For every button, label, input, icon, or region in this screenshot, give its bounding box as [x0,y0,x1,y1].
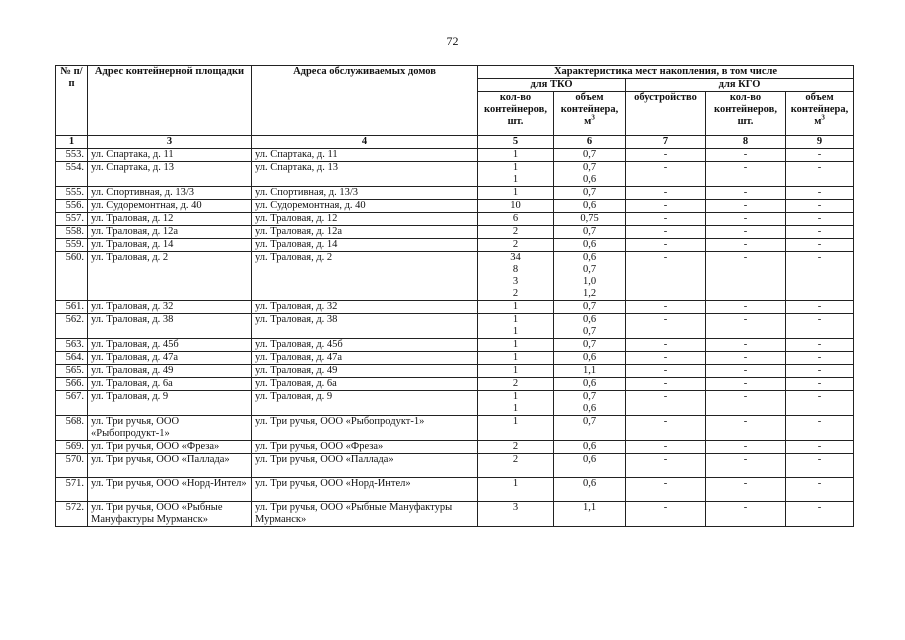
kgo-container-volume: - [786,416,854,441]
tko-container-count [478,314,554,339]
kgo-container-count: - [706,301,786,314]
volume-value: 0,7 [582,149,597,160]
site-address: ул. Траловая, д. 14 [88,239,252,252]
kgo-equipment: - [626,314,706,339]
tko-container-volume [554,252,626,301]
kgo-container-count: - [706,226,786,239]
tko-container-volume [554,416,626,441]
served-houses: ул. Судоремонтная, д. 40 [252,200,478,213]
volume-value: 0,6 [582,239,597,250]
table-row [56,502,854,527]
kgo-container-volume: - [786,239,854,252]
row-number: 560. [56,252,88,301]
col-number: 6 [554,136,626,149]
served-houses: ул. Траловая, д. 6а [252,378,478,391]
count-value: 1 [512,149,519,160]
volume-value: 0,7 [582,339,597,350]
tko-container-count [478,441,554,454]
col-number: 5 [478,136,554,149]
site-address: ул. Спартака, д. 11 [88,149,252,162]
site-address: ул. Траловая, д. 12а [88,226,252,239]
kgo-container-count: - [706,314,786,339]
col-number: 3 [88,136,252,149]
kgo-container-count: - [706,149,786,162]
tko-container-count [478,365,554,378]
table-row [56,339,854,352]
tko-container-volume [554,478,626,502]
tko-container-count [478,378,554,391]
table-row [56,454,854,478]
kgo-container-volume: - [786,252,854,301]
row-number: 556. [56,200,88,213]
kgo-equipment: - [626,502,706,527]
kgo-container-volume: - [786,213,854,226]
row-number: 557. [56,213,88,226]
col-number: 1 [56,136,88,149]
tko-container-volume [554,314,626,339]
served-houses: ул. Траловая, д. 2 [252,252,478,301]
row-number: 563. [56,339,88,352]
table-row [56,441,854,454]
served-houses: ул. Траловая, д. 47а [252,352,478,365]
site-address: ул. Три ручья, ООО «Фреза» [88,441,252,454]
tko-container-volume [554,213,626,226]
row-number: 554. [56,162,88,187]
count-value: 1 [512,326,519,337]
volume-value: 0,6 [582,378,597,389]
served-houses: ул. Три ручья, ООО «Норд-Интел» [252,478,478,502]
site-address: ул. Траловая, д. 45б [88,339,252,352]
tko-container-count [478,391,554,416]
tko-container-count [478,478,554,502]
served-houses: ул. Три ручья, ООО «Рыбопродукт-1» [252,416,478,441]
served-houses: ул. Три ручья, ООО «Паллада» [252,454,478,478]
count-value: 1 [512,162,519,173]
kgo-equipment: - [626,162,706,187]
kgo-equipment: - [626,441,706,454]
kgo-equipment: - [626,213,706,226]
tko-container-volume [554,365,626,378]
kgo-container-count: - [706,252,786,301]
col-number: 8 [706,136,786,149]
count-value: 2 [512,226,519,237]
count-value: 1 [512,301,519,312]
table-row [56,314,854,339]
tko-container-count [478,149,554,162]
count-value: 1 [512,339,519,350]
table-row [56,226,854,239]
tko-container-count [478,239,554,252]
tko-container-volume [554,454,626,478]
volume-value: 1,2 [582,288,597,299]
count-value: 3 [512,276,519,287]
table-row [56,239,854,252]
served-houses: ул. Траловая, д. 9 [252,391,478,416]
kgo-container-count: - [706,365,786,378]
count-value: 2 [512,239,519,250]
row-number: 564. [56,352,88,365]
header-tko: для ТКО [478,79,626,92]
row-number: 571. [56,478,88,502]
kgo-equipment: - [626,200,706,213]
volume-value: 0,7 [582,264,597,275]
kgo-container-volume: - [786,378,854,391]
table-row [56,301,854,314]
kgo-container-volume: - [786,226,854,239]
count-value: 34 [510,252,521,263]
kgo-container-volume: - [786,454,854,478]
kgo-container-volume: - [786,502,854,527]
count-value: 2 [512,454,519,465]
kgo-container-count: - [706,454,786,478]
row-number: 566. [56,378,88,391]
kgo-container-count: - [706,339,786,352]
tko-container-volume [554,441,626,454]
row-number: 559. [56,239,88,252]
kgo-container-volume: - [786,391,854,416]
volume-value: 0,6 [582,252,597,263]
count-value: 1 [512,478,519,489]
served-houses: ул. Траловая, д. 32 [252,301,478,314]
count-value: 3 [512,502,519,513]
tko-container-count [478,502,554,527]
kgo-equipment: - [626,301,706,314]
header-site-address: Адрес контейнерной площадки [88,66,252,136]
count-value: 1 [512,174,519,185]
kgo-container-count: - [706,352,786,365]
volume-value: 0,6 [582,454,597,465]
kgo-equipment: - [626,226,706,239]
site-address: ул. Траловая, д. 47а [88,352,252,365]
kgo-equipment: - [626,391,706,416]
volume-value: 0,6 [582,352,597,363]
table-row [56,391,854,416]
kgo-equipment: - [626,478,706,502]
kgo-equipment: - [626,149,706,162]
tko-container-volume [554,339,626,352]
kgo-container-volume: - [786,314,854,339]
col-number: 9 [786,136,854,149]
volume-value: 1,1 [582,365,597,376]
volume-value: 0,75 [580,213,599,224]
kgo-container-volume: - [786,301,854,314]
header-tko-count: кол-во контейнеров, шт. [478,92,554,136]
tko-container-volume [554,200,626,213]
kgo-container-volume: - [786,352,854,365]
tko-container-volume [554,301,626,314]
volume-value: 0,7 [582,226,597,237]
tko-container-count [478,213,554,226]
tko-container-count [478,226,554,239]
kgo-equipment: - [626,187,706,200]
row-number: 570. [56,454,88,478]
header-kgo-volume: объем контейнера, $м^3$ [786,92,854,136]
table-row [56,187,854,200]
container-sites-table [55,65,854,527]
table-row [56,365,854,378]
table-row [56,213,854,226]
kgo-container-count: - [706,213,786,226]
kgo-equipment: - [626,352,706,365]
count-value: 2 [512,288,519,299]
count-value: 1 [512,416,519,427]
site-address: ул. Три ручья, ООО «Норд-Интел» [88,478,252,502]
tko-container-count [478,339,554,352]
volume-value: 0,6 [582,478,597,489]
table-row [56,200,854,213]
kgo-container-count: - [706,441,786,454]
volume-value: 1,0 [582,276,597,287]
row-number: 569. [56,441,88,454]
row-number: 553. [56,149,88,162]
site-address: ул. Траловая, д. 6а [88,378,252,391]
volume-value: 0,6 [582,200,597,211]
count-value: 1 [512,391,519,402]
kgo-container-volume: - [786,441,854,454]
table-row [56,416,854,441]
count-value: 1 [512,365,519,376]
row-number: 565. [56,365,88,378]
kgo-equipment: - [626,454,706,478]
kgo-container-volume: - [786,162,854,187]
volume-value: 0,6 [582,314,597,325]
volume-value: 0,6 [582,403,597,414]
kgo-container-count: - [706,187,786,200]
count-value: 8 [512,264,519,275]
served-houses: ул. Спартака, д. 13 [252,162,478,187]
tko-container-volume [554,162,626,187]
volume-value: 0,7 [582,416,597,427]
header-kgo-equipment: обустройство [626,92,706,136]
tko-container-volume [554,502,626,527]
table-row [56,149,854,162]
kgo-container-volume: - [786,200,854,213]
kgo-container-count: - [706,378,786,391]
volume-value: 0,7 [582,326,597,337]
site-address: ул. Траловая, д. 38 [88,314,252,339]
site-address: ул. Спартака, д. 13 [88,162,252,187]
tko-container-count [478,301,554,314]
kgo-equipment: - [626,378,706,391]
row-number: 561. [56,301,88,314]
row-number: 572. [56,502,88,527]
tko-container-volume [554,149,626,162]
served-houses: ул. Три ручья, ООО «Фреза» [252,441,478,454]
row-number: 562. [56,314,88,339]
header-characteristics: Характеристика мест накопления, в том числе [478,66,854,79]
site-address: ул. Траловая, д. 2 [88,252,252,301]
site-address: ул. Судоремонтная, д. 40 [88,200,252,213]
served-houses: ул. Траловая, д. 38 [252,314,478,339]
tko-container-volume [554,378,626,391]
served-houses: ул. Траловая, д. 45б [252,339,478,352]
row-number: 558. [56,226,88,239]
kgo-equipment: - [626,339,706,352]
header-served-houses: Адреса обслуживаемых домов [252,66,478,136]
volume-value: 1,1 [582,502,597,513]
table-row [56,378,854,391]
tko-container-count [478,187,554,200]
volume-value: 0,7 [582,301,597,312]
volume-value: 0,6 [582,441,597,452]
row-number: 555. [56,187,88,200]
site-address: ул. Спортивная, д. 13/3 [88,187,252,200]
served-houses: ул. Три ручья, ООО «Рыбные Мануфактуры Мурманск» [252,502,478,527]
kgo-equipment: - [626,416,706,441]
kgo-container-volume: - [786,339,854,352]
site-address: ул. Траловая, д. 32 [88,301,252,314]
col-number: 7 [626,136,706,149]
row-number: 568. [56,416,88,441]
kgo-container-count: - [706,162,786,187]
site-address: ул. Траловая, д. 9 [88,391,252,416]
kgo-container-count: - [706,200,786,213]
tko-container-count [478,162,554,187]
page-number: 72 [446,34,459,48]
count-value: 1 [512,314,519,325]
kgo-container-count: - [706,416,786,441]
table-row [56,478,854,502]
count-value: 2 [512,441,519,452]
count-value: 10 [510,200,521,211]
count-value: 2 [512,378,519,389]
tko-container-count [478,454,554,478]
tko-container-count [478,252,554,301]
volume-value: 0,7 [582,187,597,198]
served-houses: ул. Траловая, д. 12 [252,213,478,226]
tko-container-count [478,352,554,365]
count-value: 6 [512,213,519,224]
tko-container-count [478,200,554,213]
kgo-container-count: - [706,239,786,252]
site-address: ул. Три ручья, ООО «Рыбные Мануфактуры Мурманск» [88,502,252,527]
row-number: 567. [56,391,88,416]
kgo-container-volume: - [786,149,854,162]
served-houses: ул. Траловая, д. 49 [252,365,478,378]
site-address: ул. Три ручья, ООО «Рыбопродукт-1» [88,416,252,441]
tko-container-volume [554,352,626,365]
site-address: ул. Три ручья, ООО «Паллада» [88,454,252,478]
header-num: № п/п [56,66,88,136]
volume-value: 0,6 [582,174,597,185]
site-address: ул. Траловая, д. 12 [88,213,252,226]
kgo-container-volume: - [786,187,854,200]
count-value: 1 [512,403,519,414]
table-row [56,352,854,365]
kgo-equipment: - [626,239,706,252]
header-kgo-count: кол-во контейнеров, шт. [706,92,786,136]
kgo-container-count: - [706,502,786,527]
kgo-equipment: - [626,365,706,378]
table-row [56,162,854,187]
served-houses: ул. Спортивная, д. 13/3 [252,187,478,200]
served-houses: ул. Траловая, д. 12а [252,226,478,239]
volume-value: 0,7 [582,162,597,173]
count-value: 1 [512,352,519,363]
tko-container-count [478,416,554,441]
kgo-container-volume: - [786,365,854,378]
count-value: 1 [512,187,519,198]
tko-container-volume [554,239,626,252]
table-row [56,252,854,301]
served-houses: ул. Траловая, д. 14 [252,239,478,252]
tko-container-volume [554,226,626,239]
volume-value: 0,7 [582,391,597,402]
kgo-container-volume: - [786,478,854,502]
tko-container-volume [554,187,626,200]
kgo-container-count: - [706,391,786,416]
tko-container-volume [554,391,626,416]
served-houses: ул. Спартака, д. 11 [252,149,478,162]
header-tko-volume: объем контейнера, $м^3$ [554,92,626,136]
kgo-equipment: - [626,252,706,301]
kgo-container-count: - [706,478,786,502]
header-kgo: для КГО [626,79,854,92]
col-number: 4 [252,136,478,149]
site-address: ул. Траловая, д. 49 [88,365,252,378]
